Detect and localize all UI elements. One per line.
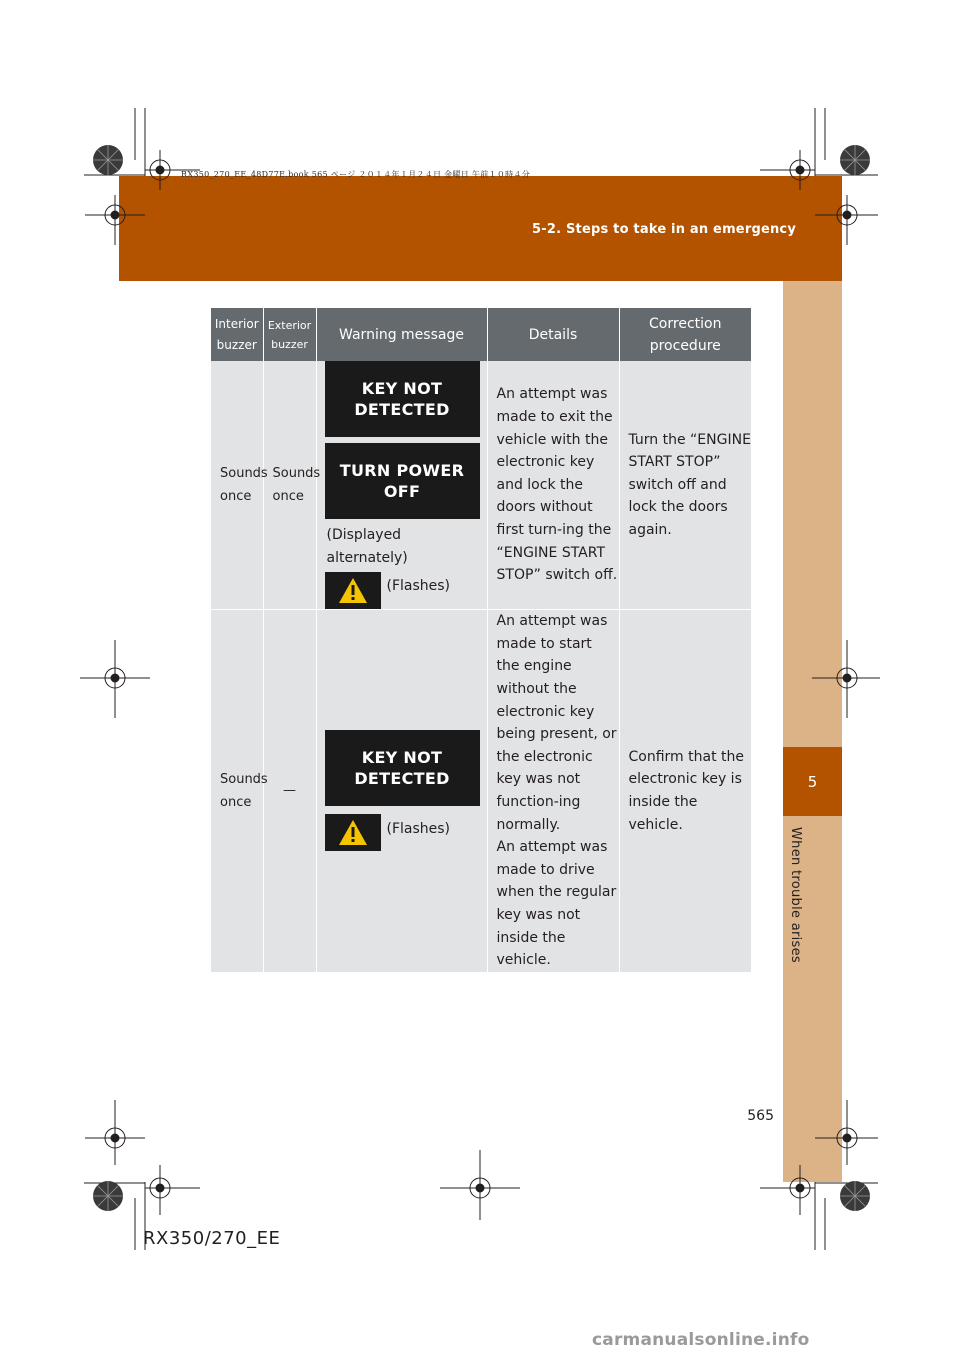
- display-key-not-detected: KEY NOT DETECTED: [325, 730, 480, 806]
- correction-cell: Confirm that the electronic key is inside the vehicle.: [619, 610, 751, 973]
- watermark: carmanualsonline.info: [592, 1330, 810, 1350]
- display-turn-power-off: TURN POWER OFF: [325, 443, 480, 519]
- details-paragraph: An attempt was made to start the engine without the electronic key being present, or the electronic key was not function-ing normally.: [496, 613, 617, 833]
- model-code: RX350/270_EE: [143, 1228, 281, 1249]
- header-exterior-buzzer: Exterior buzzer: [263, 308, 316, 361]
- flash-note: (Flashes): [386, 820, 451, 837]
- header-correction-procedure: Correction procedure: [619, 308, 751, 361]
- correction-cell: Turn the “ENGINE START STOP” switch off and lock the doors again.: [619, 361, 751, 610]
- alternate-note: (Displayed alternately): [326, 527, 408, 566]
- display-key-not-detected: KEY NOT DETECTED: [325, 361, 480, 437]
- exterior-buzzer-cell: —: [263, 610, 316, 973]
- section-title: 5-2. Steps to take in an emergency: [532, 222, 796, 237]
- chapter-title: When trouble arises: [788, 827, 803, 963]
- exterior-buzzer-cell: Sounds once: [263, 361, 316, 610]
- header-details: Details: [487, 308, 619, 361]
- flash-note: (Flashes): [386, 578, 451, 595]
- interior-buzzer-cell: Sounds once: [211, 361, 263, 610]
- header-interior-buzzer: Interior buzzer: [211, 308, 263, 361]
- details-cell: An attempt was made to exit the vehicle with the electronic key and lock the doors without first turn-ing the “ENGINE START STOP” switch off.: [487, 361, 619, 610]
- print-info-line: RX350_270_EE_48D77E.book 565 ページ ２０１４年１月２４日 金曜日 午前１０時４分: [181, 170, 531, 179]
- interior-buzzer-cell: Sounds once: [211, 610, 263, 973]
- header-warning-message: Warning message: [316, 308, 487, 361]
- details-paragraph: An attempt was made to drive when the regular key was not inside the vehicle.: [496, 839, 617, 969]
- page-number: 565: [747, 1108, 774, 1124]
- chapter-number: 5: [807, 772, 818, 791]
